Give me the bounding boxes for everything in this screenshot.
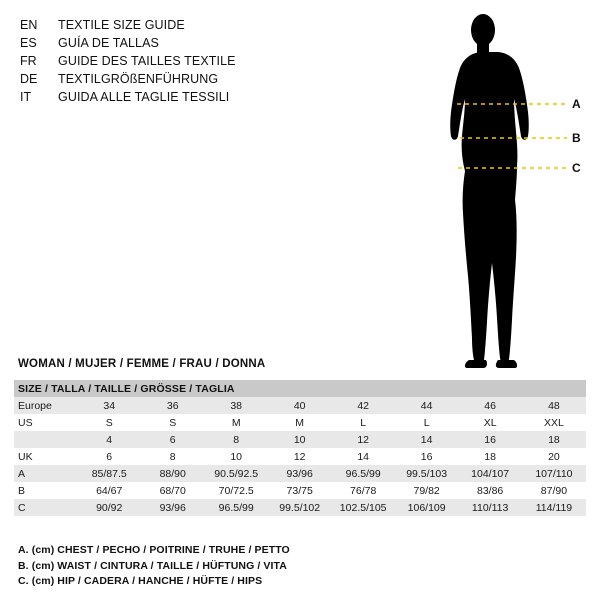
cell: S [77, 414, 140, 431]
cell: 34 [77, 397, 140, 414]
language-title: GUIDE DES TAILLES TEXTILE [58, 54, 236, 68]
cell: 20 [522, 448, 586, 465]
cell: 12 [331, 431, 394, 448]
row-label: US [14, 414, 77, 431]
row-label: B [14, 482, 77, 499]
cell: 10 [204, 448, 267, 465]
cell: 107/110 [522, 465, 586, 482]
table-header-row [14, 380, 586, 397]
cell: 38 [204, 397, 267, 414]
cell: 16 [458, 431, 521, 448]
cell: 90.5/92.5 [204, 465, 267, 482]
row-label: A [14, 465, 77, 482]
note-waist: B. (cm) WAIST / CINTURA / TAILLE / HÜFTUNG / VITA [18, 559, 287, 572]
cell: 8 [141, 448, 204, 465]
language-row [20, 16, 360, 34]
cell: 96.5/99 [204, 499, 267, 516]
cell: 88/90 [141, 465, 204, 482]
language-title: TEXTILGRÖßENFÜHRUNG [58, 72, 219, 86]
size-table-wrapper [14, 380, 586, 516]
language-title: TEXTILE SIZE GUIDE [58, 18, 185, 32]
table-row [14, 448, 586, 465]
cell: L [331, 414, 394, 431]
cell: 64/67 [77, 482, 140, 499]
cell: 68/70 [141, 482, 204, 499]
cell: 76/78 [331, 482, 394, 499]
cell: 114/119 [522, 499, 586, 516]
cell: 18 [522, 431, 586, 448]
cell: 93/96 [268, 465, 331, 482]
cell: 93/96 [141, 499, 204, 516]
cell: 10 [268, 431, 331, 448]
table-row [14, 465, 586, 482]
cell: 18 [458, 448, 521, 465]
row-label: C [14, 499, 77, 516]
cell: XXL [522, 414, 586, 431]
cell: L [395, 414, 458, 431]
measurement-notes [18, 543, 578, 590]
language-title-list [20, 16, 360, 106]
cell: 46 [458, 397, 521, 414]
cell: 48 [522, 397, 586, 414]
cell: M [204, 414, 267, 431]
row-label [14, 431, 77, 448]
cell: 104/107 [458, 465, 521, 482]
cell: 6 [77, 448, 140, 465]
cell: 83/86 [458, 482, 521, 499]
table-row [14, 482, 586, 499]
cell: S [141, 414, 204, 431]
language-row [20, 52, 360, 70]
language-code: EN [20, 18, 38, 32]
measure-label-B: B [572, 131, 581, 145]
language-code: FR [20, 54, 37, 68]
cell: 87/90 [522, 482, 586, 499]
table-row [14, 397, 586, 414]
cell: 85/87.5 [77, 465, 140, 482]
language-code: ES [20, 36, 37, 50]
measure-label-A: A [572, 97, 581, 111]
section-heading: WOMAN / MUJER / FEMME / FRAU / DONNA [18, 358, 266, 370]
cell: 36 [141, 397, 204, 414]
cell: 44 [395, 397, 458, 414]
woman-silhouette-figure [420, 8, 590, 376]
table-row [14, 414, 586, 431]
cell: 99.5/103 [395, 465, 458, 482]
language-code: IT [20, 90, 32, 104]
cell: 40 [268, 397, 331, 414]
language-row [20, 34, 360, 52]
cell: 110/113 [458, 499, 521, 516]
cell: 6 [141, 431, 204, 448]
table-row [14, 431, 586, 448]
cell: 14 [395, 431, 458, 448]
language-row [20, 70, 360, 88]
cell: 14 [331, 448, 394, 465]
cell: 4 [77, 431, 140, 448]
row-label: UK [14, 448, 77, 465]
note-hip: C. (cm) HIP / CADERA / HANCHE / HÜFTE / HIPS [18, 575, 263, 587]
cell: M [268, 414, 331, 431]
cell: 96.5/99 [331, 465, 394, 482]
language-row [20, 88, 360, 106]
table-header-label: SIZE / TALLA / TAILLE / GRÖSSE / TAGLIA [14, 380, 586, 397]
cell: 70/72.5 [204, 482, 267, 499]
cell: 90/92 [77, 499, 140, 516]
cell: 42 [331, 397, 394, 414]
cell: XL [458, 414, 521, 431]
language-title: GUIDA ALLE TAGLIE TESSILI [58, 90, 230, 104]
cell: 99.5/102 [268, 499, 331, 516]
cell: 102.5/105 [331, 499, 394, 516]
silhouette-shape [450, 14, 529, 368]
cell: 106/109 [395, 499, 458, 516]
cell: 12 [268, 448, 331, 465]
language-code: DE [20, 72, 38, 86]
table-row [14, 499, 586, 516]
note-chest: A. (cm) CHEST / PECHO / POITRINE / TRUHE / PETTO [18, 544, 290, 556]
measure-label-C: C [572, 161, 581, 175]
cell: 79/82 [395, 482, 458, 499]
cell: 16 [395, 448, 458, 465]
size-table [14, 380, 586, 516]
cell: 8 [204, 431, 267, 448]
row-label: Europe [14, 397, 77, 414]
cell: 73/75 [268, 482, 331, 499]
language-title: GUÍA DE TALLAS [58, 36, 159, 50]
